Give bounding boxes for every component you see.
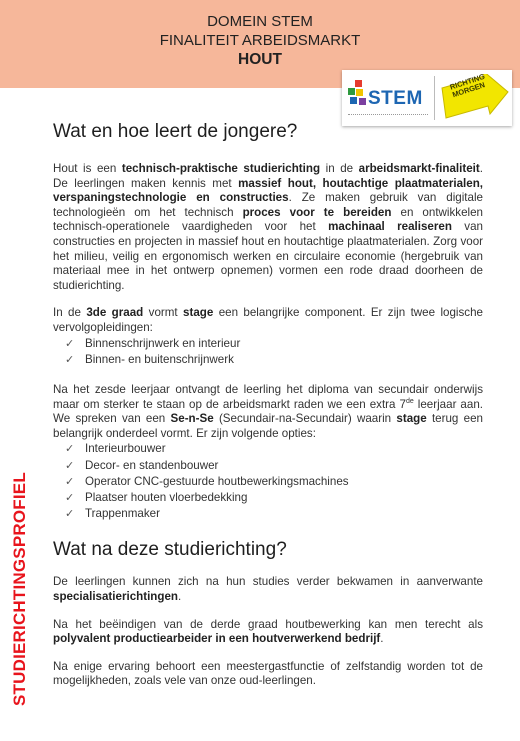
main-content: [53, 120, 483, 689]
list-item: ✓ Binnen- en buitenschrijnwerk: [65, 352, 483, 368]
section-heading-after: Wat na deze studierichting?: [53, 539, 287, 561]
stem-tagline: [348, 114, 428, 117]
arrow-label: RICHTING MORGEN: [448, 71, 487, 100]
header-title: HOUT: [238, 51, 282, 68]
check-icon: ✓: [65, 459, 75, 472]
job-paragraph: Na het beëindigen van de derde graad houtbewerking kan men terecht als polyvalent productiearbeider in een houtverwerkend bedrijf.: [53, 617, 483, 646]
side-label: STUDIERICHTINGSPROFIEL: [10, 472, 29, 706]
list-item: ✓ Plaatser houten vloerbedekking: [65, 490, 483, 506]
intro-paragraph: Hout is een technisch-praktische studierichting in de arbeidsmarkt-finaliteit. De leerlingen maken kennis met massief hout, houtachtige plaatmaterialen, verspaningstechnologie en constructies. Ze maken gebruik van digitale technologieën om het technisch proces voor te bereiden en ontwikkelen technisch-operationele vaardigheden voor het machinaal realiseren van constructies en projecten in massief hout en houtachtige plaatmaterialen. Zorg voor het milieu, veilig en ergonomisch werken en circulaire economie (hergebruik van materiaal mee in het ontwerp opnemen) vormen een rode draad doorheen de studierichting.: [53, 162, 484, 292]
check-icon: ✓: [65, 508, 75, 521]
check-icon: ✓: [65, 491, 75, 504]
list-item: ✓ Interieurbouwer: [65, 441, 483, 457]
check-icon: ✓: [65, 353, 75, 366]
career-paragraph: Na enige ervaring behoort een meestergastfunctie of zelfstandig worden tot de mogelijkheden, zoals vele van onze oud-leerlingen.: [53, 659, 483, 688]
check-icon: ✓: [65, 337, 75, 350]
list-item: ✓ Operator CNC-gestuurde houtbewerkingsmachines: [65, 474, 483, 490]
header-domain: DOMEIN STEM: [207, 13, 313, 30]
stem-blocks-icon: [348, 80, 370, 110]
check-icon: ✓: [65, 443, 75, 456]
stem-logo: [342, 70, 512, 126]
list-item: ✓ Binnenschrijnwerk en interieur: [65, 336, 483, 352]
specialisation-paragraph: De leerlingen kunnen zich na hun studies verder bekwamen in aanverwante specialisatierichtingen.: [53, 575, 483, 603]
page-header: [0, 12, 520, 69]
diploma-paragraph: Na het zesde leerjaar ontvangt de leerling het diploma van secundair onderwijs maar om sterker te staan op de arbeidsmarkt raden we een extra 7de leerjaar aan. We spreken van een Se-n-Se (Secundair-na-Secundair) waarin stage terug een belangrijk onderdeel vormt. Er zijn volgende opties:: [53, 382, 483, 440]
header-finality: FINALITEIT ARBEIDSMARKT: [159, 32, 361, 49]
section-heading-what-how: Wat en hoe leert de jongere?: [53, 121, 298, 142]
stem-wordmark: STEM: [368, 88, 423, 109]
list-item: ✓ Decor- en standenbouwer: [65, 458, 483, 474]
check-icon: ✓: [65, 475, 75, 488]
senese-options-list: [65, 441, 483, 522]
stage-paragraph: In de 3de graad vormt stage een belangrijke component. Er zijn twee logische vervolgopleidingen:: [53, 306, 483, 334]
logo-divider: [434, 76, 435, 120]
list-item: ✓ Trappenmaker: [65, 506, 483, 522]
vervolg-list: [65, 336, 483, 368]
